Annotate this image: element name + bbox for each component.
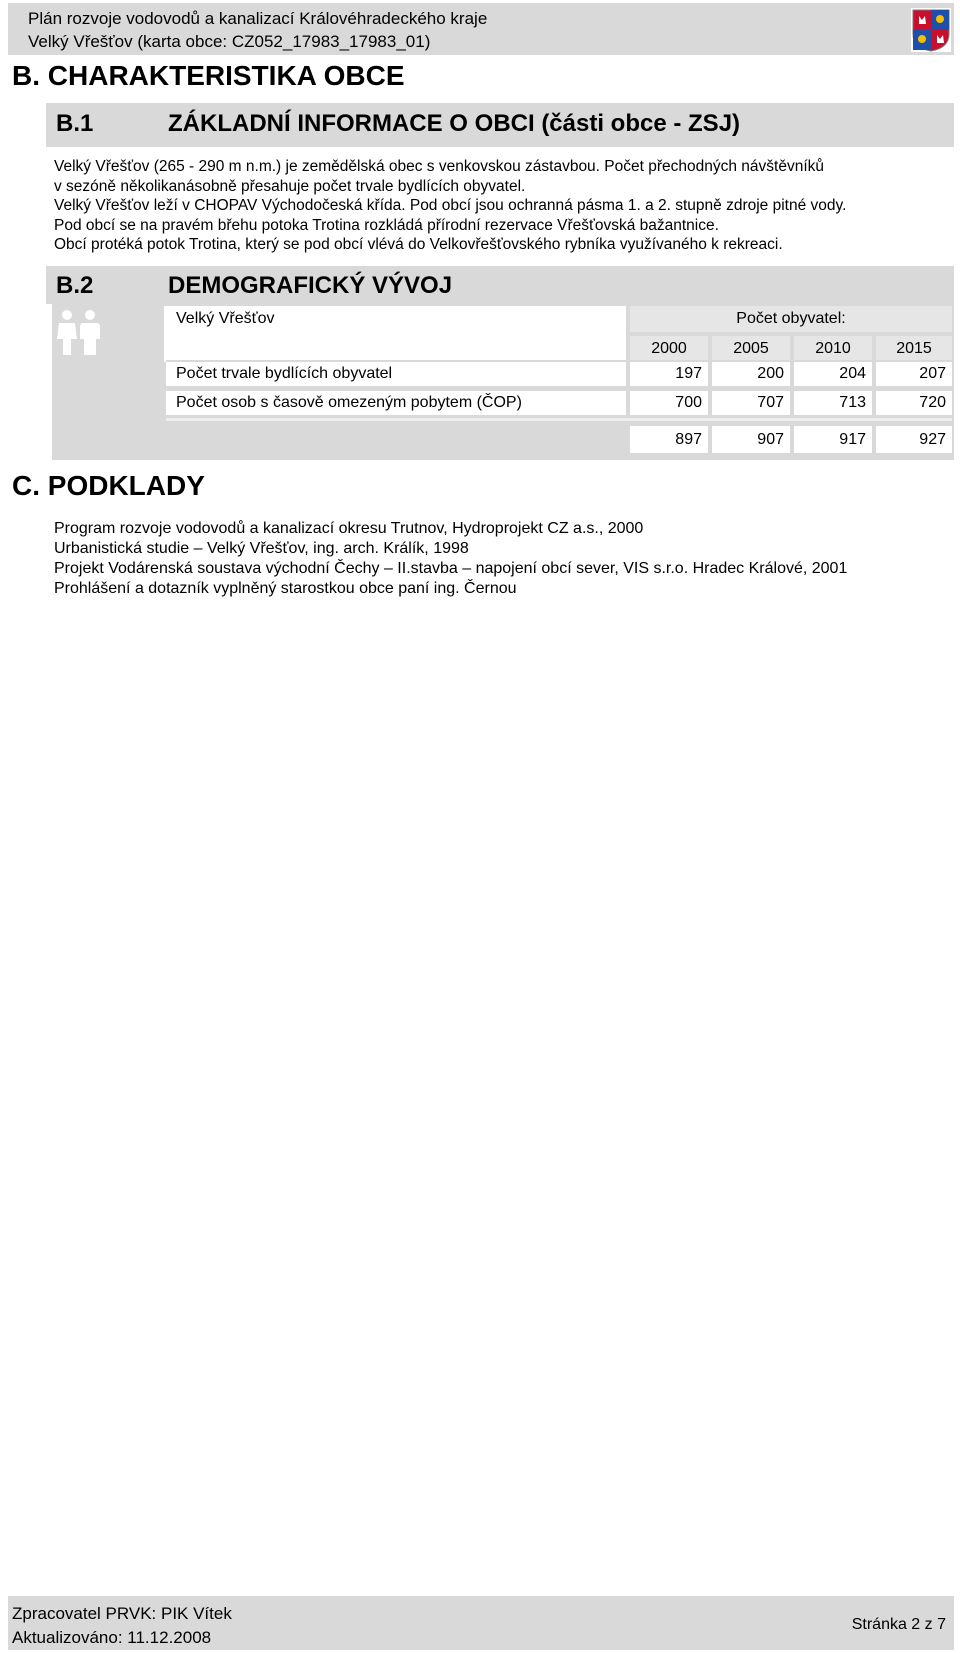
table-cell: 713 bbox=[794, 391, 872, 415]
table-cell: 204 bbox=[794, 362, 872, 386]
year-header: 2010 bbox=[794, 336, 872, 360]
b1-title: ZÁKLADNÍ INFORMACE O OBCI (části obce - ZSJ) bbox=[168, 110, 741, 137]
row-label: Počet trvale bydlících obyvatel bbox=[176, 365, 393, 382]
header-title: Plán rozvoje vodovodů a kanalizací Královéhradeckého kraje bbox=[28, 9, 488, 28]
people-icon bbox=[56, 309, 102, 357]
b1-number: B.1 bbox=[56, 110, 94, 137]
total-cell: 917 bbox=[794, 426, 872, 453]
population-group-header: Počet obyvatel: bbox=[630, 306, 952, 332]
table-cell: 197 bbox=[630, 362, 708, 386]
b1-line: v sezóně několikanásobně přesahuje počet trvale bydlících obyvatel. bbox=[54, 177, 526, 195]
b2-title: DEMOGRAFICKÝ VÝVOJ bbox=[168, 272, 453, 299]
reference-item: Program rozvoje vodovodů a kanalizací okresu Trutnov, Hydroprojekt CZ a.s., 2000 bbox=[54, 520, 644, 537]
year-header: 2015 bbox=[876, 336, 952, 360]
b2-number: B.2 bbox=[56, 272, 94, 299]
b1-line: Velký Vřešťov leží v CHOPAV Východočeská křída. Pod obcí jsou ochranná pásma 1. a 2. stupně zdroje pitné vody. bbox=[54, 197, 847, 214]
b1-description bbox=[54, 157, 846, 255]
year-header: 2000 bbox=[630, 336, 708, 360]
table-cell: 207 bbox=[876, 362, 952, 386]
table-cell: 200 bbox=[712, 362, 790, 386]
total-cell: 907 bbox=[712, 426, 790, 453]
page-number: Stránka 2 z 7 bbox=[851, 1616, 946, 1633]
page-header bbox=[8, 3, 954, 55]
footer-updated: Aktualizováno: 11.12.2008 bbox=[12, 1628, 212, 1647]
year-header: 2005 bbox=[712, 336, 790, 360]
b1-line: Velký Vřešťov (265 - 290 m n.m.) je zemědělská obec s venkovskou zástavbou. Počet přechodných návštěvníků bbox=[54, 158, 825, 175]
table-cell: 700 bbox=[630, 391, 708, 415]
table-divider bbox=[166, 418, 952, 421]
reference-item: Projekt Vodárenská soustava východní Čechy – II.stavba – napojení obcí sever, VIS s.r.o. Hradec Králové, 2001 bbox=[54, 560, 848, 577]
place-name: Velký Vřešťov bbox=[176, 310, 275, 327]
section-b-heading: B. CHARAKTERISTIKA OBCE bbox=[12, 60, 405, 91]
header-subtitle: Velký Vřešťov (karta obce: CZ052_17983_17983_01) bbox=[28, 32, 431, 51]
total-cell: 897 bbox=[630, 426, 708, 453]
row-label: Počet osob s časově omezeným pobytem (ČOP) bbox=[176, 394, 522, 411]
table-cell: 720 bbox=[876, 391, 952, 415]
page-footer bbox=[8, 1596, 954, 1650]
reference-item: Prohlášení a dotazník vyplněný starostkou obce paní ing. Černou bbox=[54, 580, 517, 597]
reference-item: Urbanistická studie – Velký Vřešťov, ing. arch. Králík, 1998 bbox=[54, 540, 469, 557]
b1-line: Obcí protéká potok Trotina, který se pod obcí vlévá do Velkovřešťovského rybníka využívaného k rekreaci. bbox=[54, 236, 783, 253]
table-cell: 707 bbox=[712, 391, 790, 415]
section-c-heading: C. PODKLADY bbox=[12, 470, 205, 501]
total-cell: 927 bbox=[876, 426, 952, 453]
b1-line: Pod obcí se na pravém břehu potoka Trotina rozkládá přírodní rezervace Vřešťovská bažantnice. bbox=[54, 216, 719, 234]
footer-processor: Zpracovatel PRVK: PIK Vítek bbox=[12, 1604, 232, 1623]
coat-of-arms-icon bbox=[911, 8, 951, 52]
reference-list bbox=[54, 519, 847, 599]
